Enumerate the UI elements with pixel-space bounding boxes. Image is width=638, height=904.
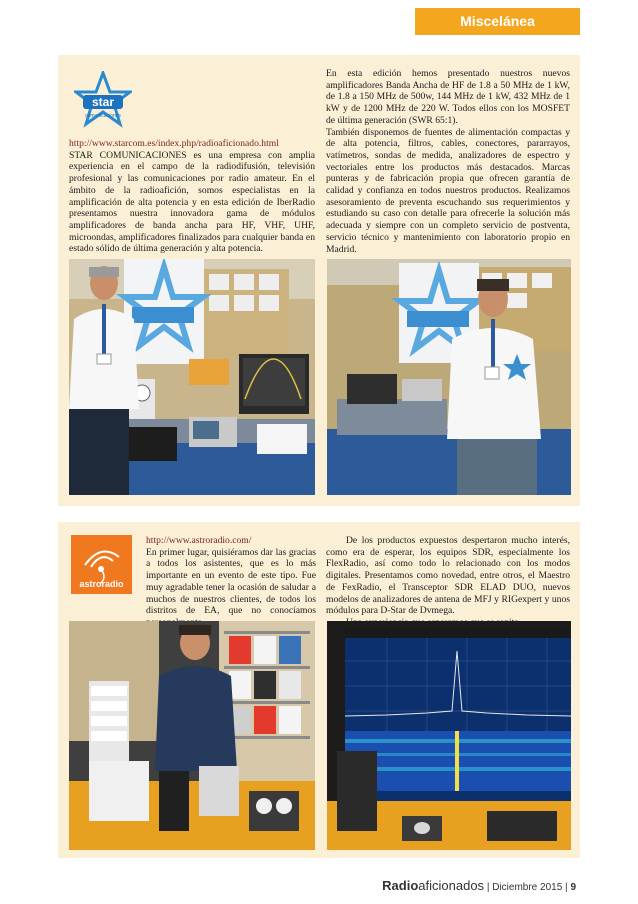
section-tab: Miscelánea	[415, 8, 580, 35]
star-logo	[74, 71, 132, 129]
star-right-text-2: También disponemos de fuentes de alimentación compactas y de alta potencia, filtros, cables, conectores, pararrayos, vatímetros, sondas de medida, analizadores de espectro y vectoriales entre los productos más destacados. Marcas punteras y de fabricación propia que ofrecen garantía de calidad y confianza en todos nuestros productos. Realizamos asesoramiento de preventa escuchando sus requerimientos y estudiando su caso con detalle para ofrecerle la solución más adecuada y siempre con un completo servicio de postventa, servicio técnico y mantenimiento con laboratorio propio en Madrid.	[326, 126, 570, 255]
astro-right-text-1: De los productos expuestos despertaron mucho interés, como era de esperar, los equipos SDR, especialmente los FlexRadio, así como todo lo relacionado con los modos digitales. Presentamos como novedad, entre otros, el Maestro de FexRadio, el Transceptor SDR ELAD DUO, nuevos modelos de analizadores de antena de MFJ y RIGexpert y unos módulos para D-Star de Dvmega.	[326, 535, 570, 617]
page-footer: Radioaficionados | Diciembre 2015 | 9	[382, 878, 576, 893]
star-right-column	[326, 68, 570, 255]
astro-left-text: En primer lugar, quisiéramos dar las gracias a todos los asistentes, que es lo más importante en un evento de este tipo. Fue muy agradable tener la ocasión de saludar a muchos de nuestros clientes, de todos los distritos de EA, que no conocíamos	[146, 546, 316, 617]
photo-astroradio-stand	[69, 621, 315, 850]
footer-brand-a: Radio	[382, 878, 419, 893]
star-logo-text: star	[91, 95, 115, 109]
footer-issue: Diciembre 2015	[492, 882, 563, 893]
star-left-column	[69, 138, 315, 255]
star-right-text-1: En esta edición hemos presentado nuestros nuevos amplificadores Banda Ancha de HF de 1.8 a 50 MHz de 1 kW, de 1.8 a 150 MHz de 500w, 144 MHz de 1 kW, 432 MHz de 1 kW y de 1200 MHz de 220 W. Todos ellos con los MOSFET de última generación (SWR 65:1).	[326, 68, 570, 126]
footer-brand-b: aficionados	[418, 878, 485, 893]
star-url[interactable]: http://www.starcom.es/index.php/radioaficionado.html	[69, 138, 279, 149]
star-logo-sub: comunicaciones	[85, 113, 121, 119]
astroradio-logo-text: astroradio	[79, 579, 124, 589]
astroradio-logo	[71, 535, 132, 594]
footer-page-number: 9	[570, 882, 576, 893]
astro-right-column	[326, 535, 570, 629]
photo-star-stand-right	[327, 259, 571, 495]
astro-url[interactable]: http://www.astroradio.com/	[146, 535, 252, 546]
photo-sdr-screen	[327, 621, 571, 850]
photo-star-stand-left	[69, 259, 315, 495]
astro-left-column	[146, 535, 316, 629]
star-left-text: STAR COMUNICACIONES es una empresa con amplia experiencia en el campo de la radiodifusión, televisión profesional y las comunicaciones por radio amateur. En el ámbito de la radioafición, somos especialistas en la amplificación de alta potencia y en esta edición de IberRadio presentamos nuestra innovadora gama de módulos amplificadores de banda ancha para HF, VHF, UHF, microondas, amplificadores finalizados para cualquier banda en estado sólido de última generación y alta potencia.	[69, 149, 315, 255]
